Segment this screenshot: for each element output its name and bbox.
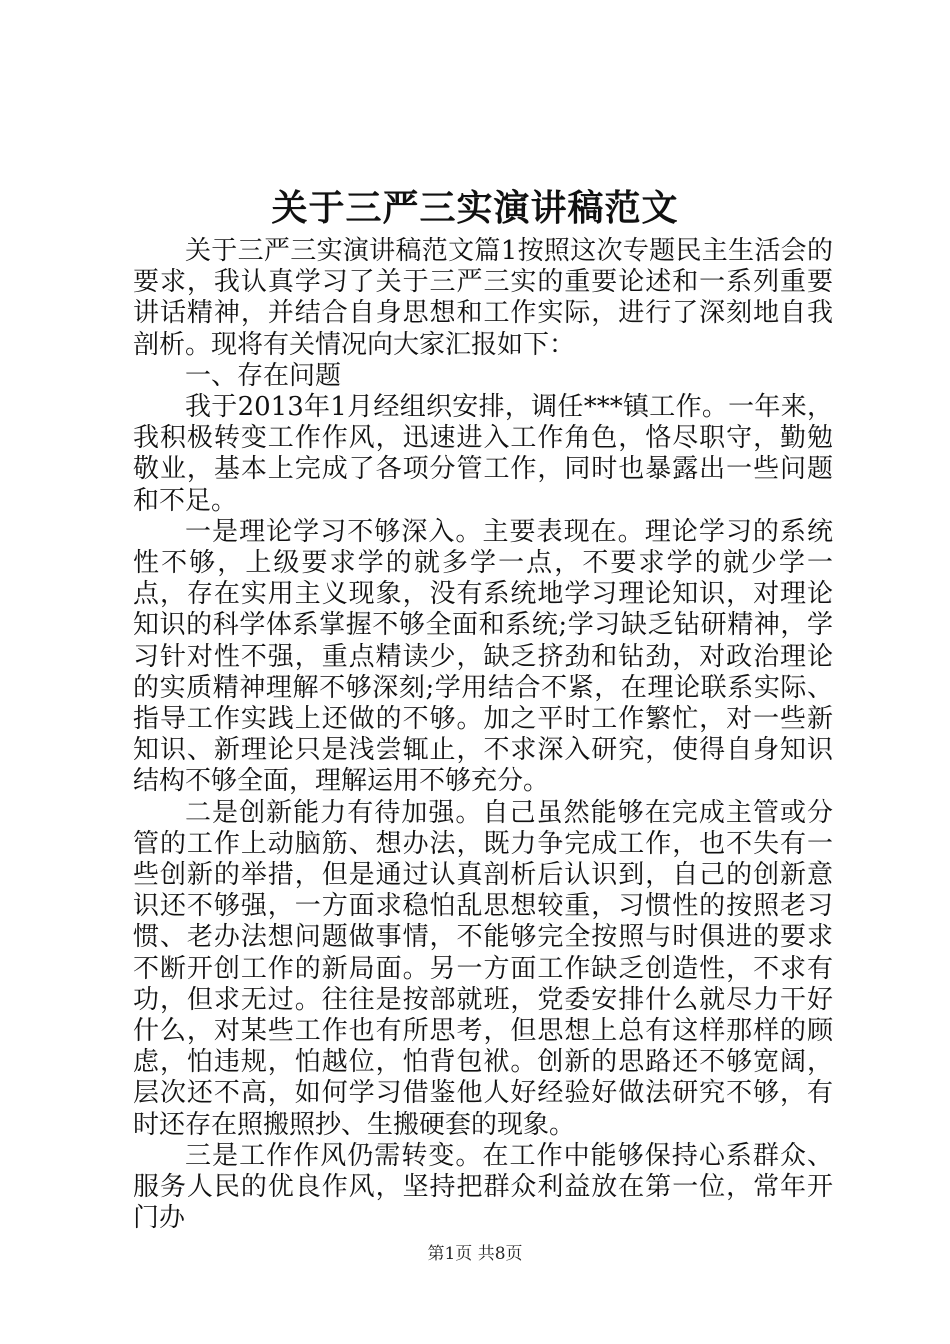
document-body <box>133 236 833 1235</box>
paragraph-point-three: 三是工作作风仍需转变。在工作中能够保持心系群众、服务人民的优良作风，坚持把群众利益放在第一位，常年开门办 <box>133 1140 833 1234</box>
section-heading: 一、存在问题 <box>185 360 342 391</box>
paragraph-intro: 关于三严三实演讲稿范文篇1按照这次专题民主生活会的要求，我认真学习了关于三严三实的重要论述和一系列重要讲话精神，并结合自身思想和工作实际，进行了深刻地自我剖析。现将有关情况向大家汇报如下： <box>133 236 833 360</box>
document-title: 关于三严三实演讲稿范文 <box>271 187 679 229</box>
paragraph-point-two: 二是创新能力有待加强。自己虽然能够在完成主管或分管的工作上动脑筋、想办法，既力争完成工作，也不失有一些创新的举措，但是通过认真剖析后认识到，自己的创新意识还不够强，一方面求稳怕乱思想较重，习惯性的按照老习惯、老办法想问题做事情，不能够完全按照与时俱进的要求不断开创工作的新局面。另一方面工作缺乏创造性，不求有功，但求无过。往往是按部就班，党委安排什么就尽力干好什么，对某些工作也有所思考，但思想上总有这样那样的顾虑，怕违规，怕越位，怕背包袱。创新的思路还不够宽阔，层次还不高，如何学习借鉴他人好经验好做法研究不够，有时还存在照搬照抄、生搬硬套的现象。 <box>133 797 833 1140</box>
paragraph-point-one: 一是理论学习不够深入。主要表现在。理论学习的系统性不够，上级要求学的就多学一点，不要求学的就少学一点，存在实用主义现象，没有系统地学习理论知识，对理论知识的科学体系掌握不够全面和系统;学习缺乏钻研精神，学习针对性不强，重点精读少，缺乏挤劲和钻劲，对政治理论的实质精神理解不够深刻;学用结合不紧，在理论联系实际、指导工作实践上还做的不够。加之平时工作繁忙，对一些新知识、新理论只是浅尝辄止，不求深入研究，使得自身知识结构不够全面，理解运用不够充分。 <box>133 516 833 797</box>
paragraph-background: 我于2013年1月经组织安排，调任***镇工作。一年来，我积极转变工作作风，迅速进入工作角色，恪尽职守，勤勉敬业，基本上完成了各项分管工作，同时也暴露出一些问题和不足。 <box>133 392 833 516</box>
page-number-footer: 第1页 共8页 <box>427 1244 523 1264</box>
